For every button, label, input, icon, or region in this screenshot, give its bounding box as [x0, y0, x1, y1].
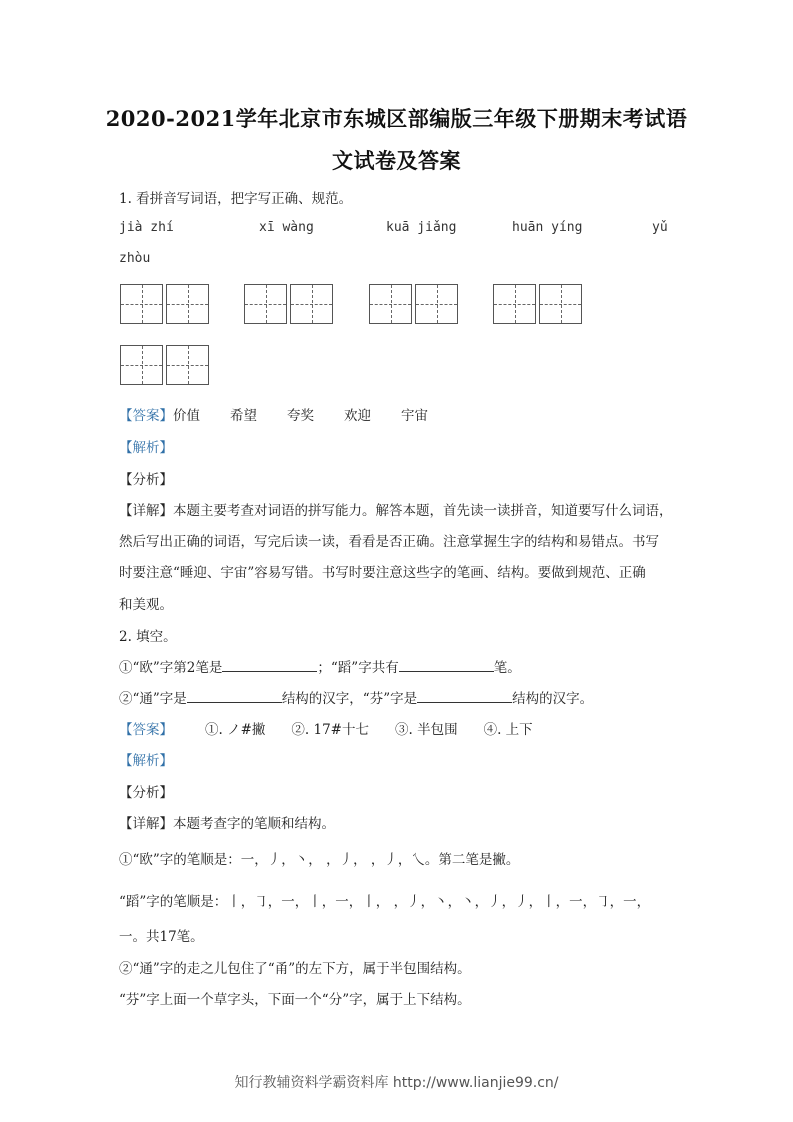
blank-2[interactable] — [399, 659, 494, 672]
q2-answer-2: ②. 17#十七 — [291, 722, 369, 738]
q2-text: 笔。 — [493, 660, 521, 676]
q2-answer-4: ④. 上下 — [483, 722, 533, 738]
writing-grid-3[interactable] — [369, 284, 458, 324]
q1-detail-4: 和美观。 — [119, 597, 173, 613]
answer-label: 【答案】 — [119, 722, 173, 738]
q2-stroke-dao: “蹈”字的笔顺是：丨，㇆，一，丨，一，丨， ，丿，丶，丶，丿，丿，丨，一，㇆，一， — [119, 894, 651, 910]
answer-4: 欢迎 — [344, 408, 371, 424]
footer-watermark: 知行教辅资料学霸资料库 http://www.lianjie99.cn/ — [234, 1075, 559, 1091]
blank-1[interactable] — [222, 659, 317, 672]
q1-detail-1 — [119, 499, 673, 519]
q2-fen: “芬”字上面一个草字头，下面一个“分”字，属于上下结构。 — [119, 992, 471, 1008]
answer-2: 希望 — [230, 408, 257, 424]
pinyin-4: huān yíng — [512, 220, 583, 235]
pinyin-5: yǔ — [652, 220, 668, 235]
q1-answer — [119, 404, 458, 424]
q2-prompt: 2. 填空。 — [119, 629, 177, 645]
q1-jiexi: 【解析】 — [119, 440, 173, 456]
answer-label: 【答案】 — [119, 408, 173, 424]
q2-detail: 【详解】本题考查字的笔顺和结构。 — [119, 816, 335, 832]
q2-text: ②“通”字是 — [119, 691, 187, 707]
q2-stroke-dao-end: 一。共17笔。 — [119, 929, 204, 945]
answer-1: 价值 — [173, 408, 200, 424]
q1-detail-2: 然后写出正确的词语，写完后读一读，看看是否正确。注意掌握生字的结构和易错点。书写 — [119, 534, 659, 550]
writing-grid-4[interactable] — [493, 284, 582, 324]
q2-tong: ②“通”字的走之儿包住了“甬”的左下方，属于半包围结构。 — [119, 961, 471, 977]
q2-jiexi: 【解析】 — [119, 753, 173, 769]
answer-5: 宇宙 — [401, 408, 428, 424]
answer-3: 夸奖 — [287, 408, 314, 424]
q2-fenxi: 【分析】 — [119, 785, 173, 801]
blank-4[interactable] — [417, 690, 512, 703]
q2-line-2 — [119, 687, 593, 707]
detail-label: 【详解】 — [119, 503, 173, 519]
writing-grid-1[interactable] — [120, 284, 209, 324]
pinyin-6: zhòu — [119, 251, 151, 266]
page-title: 2020-2021学年北京市东城区部编版三年级下册期末考试语 — [105, 106, 688, 131]
q2-answer-3: ③. 半包围 — [394, 722, 458, 738]
pinyin-3: kuā jiǎng — [386, 220, 457, 235]
q2-text: ①“欧”字第2笔是 — [119, 660, 223, 676]
q2-text: ；“蹈”字共有 — [317, 660, 399, 676]
q2-answer-1: ①. ノ#撇 — [205, 722, 266, 738]
q2-text: 结构的汉字，“芬”字是 — [281, 691, 418, 707]
q2-line-1 — [119, 656, 521, 676]
q2-stroke-ou: ①“欧”字的笔顺是：一，丿，丶， ，丿， ，丿，乀。第二笔是撇。 — [119, 852, 520, 868]
q2-text: 结构的汉字。 — [512, 691, 594, 707]
q1-fenxi: 【分析】 — [119, 472, 173, 488]
q1-prompt: 1. 看拼音写词语，把字写正确、规范。 — [119, 191, 353, 207]
blank-3[interactable] — [187, 690, 282, 703]
pinyin-1: jià zhí — [119, 220, 174, 235]
writing-grid-5[interactable] — [120, 345, 209, 385]
page-title-cont: 文试卷及答案 — [332, 148, 461, 173]
q2-answer — [119, 718, 533, 738]
writing-grid-2[interactable] — [244, 284, 333, 324]
pinyin-2: xī wàng — [259, 220, 314, 235]
q1-detail-3: 时要注意“睡迎、宇宙”容易写错。书写时要注意这些字的笔画、结构。要做到规范、正确 — [119, 565, 646, 581]
detail-text: 本题主要考查对词语的拼写能力。解答本题，首先读一读拼音，知道要写什么词语， — [173, 503, 673, 519]
